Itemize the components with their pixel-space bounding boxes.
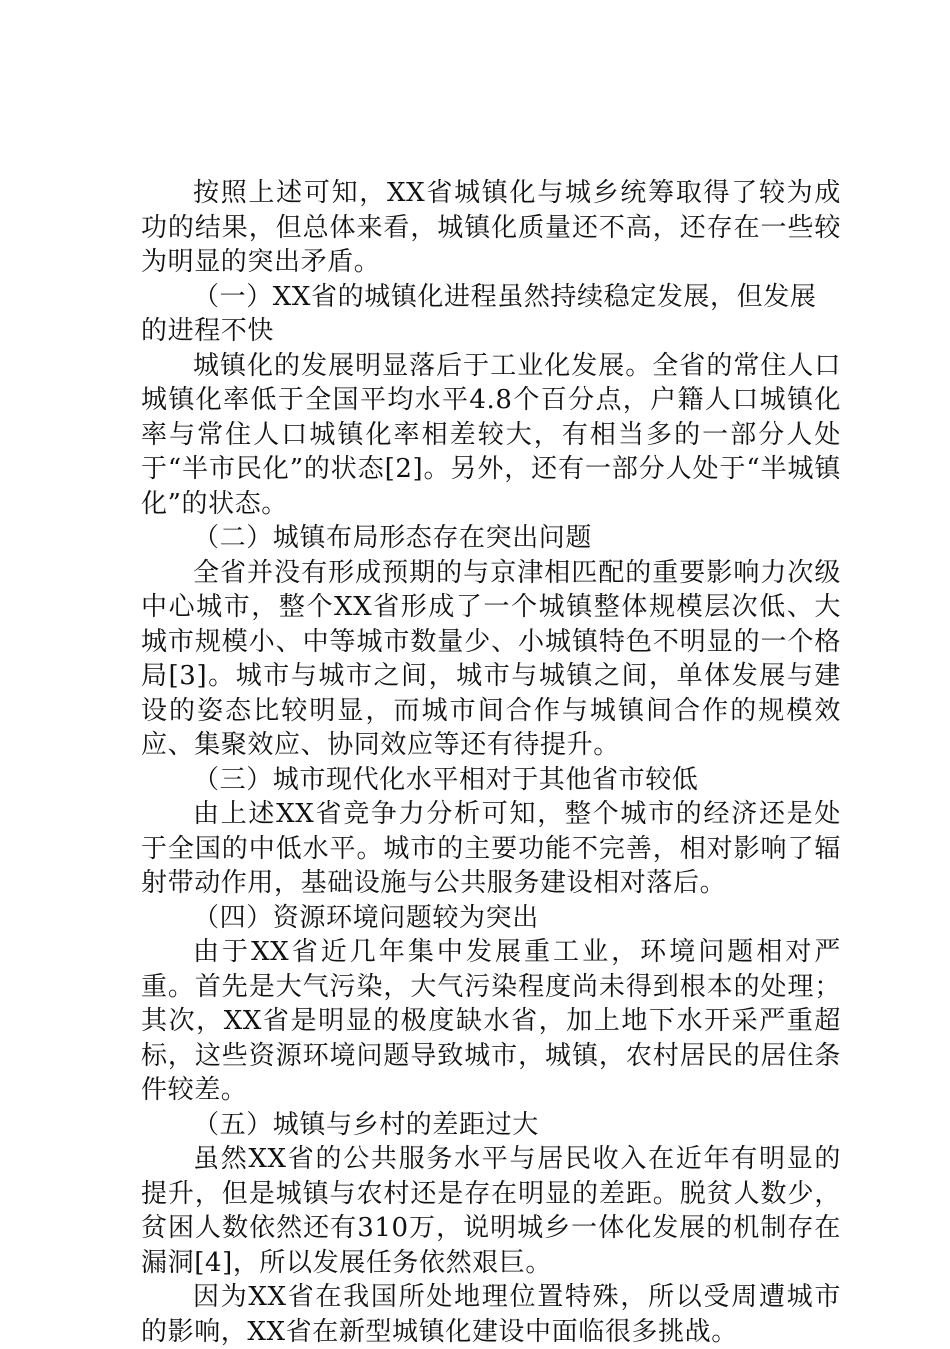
paragraph-section-3: 由上述XX省竞争力分析可知，整个城市的经济还是处于全国的中低水平。城市的主要功能不完善，相对影响了辐射带动作用，基础设施与公共服务建设相对落后。: [141, 799, 841, 898]
paragraph-section-5: 虽然XX省的公共服务水平与居民收入在近年有明显的提升，但是城镇与农村还是存在明显的差距。脱贫人数少，贫困人数依然还有310万，说明城乡一体化发展的机制存在漏洞[4]，所以发展任务依然艰巨。: [141, 1144, 841, 1278]
section-heading-5: （五）城镇与乡村的差距过大: [193, 1109, 539, 1140]
section-heading-2: （二）城镇布局形态存在突出问题: [193, 523, 593, 553]
paragraph-section-4: 由于XX省近几年集中发展重工业，环境问题相对严重。首先是大气污染，大气污染程度尚未得到根本的处理；其次，XX省是明显的极度缺水省，加上地下水开采严重超标，这些资源环境问题导致城市，城镇，农村居民的居住条件较差。: [141, 937, 841, 1105]
section-heading-4: （四）资源环境问题较为突出: [193, 902, 539, 933]
paragraph-intro: 按照上述可知，XX省城镇化与城乡统筹取得了较为成功的结果，但总体来看，城镇化质量还不高，还存在一些较为明显的突出矛盾。: [141, 178, 841, 277]
section-heading-3: （三）城市现代化水平相对于其他省市较低: [193, 764, 699, 795]
paragraph-section-2: 全省并没有形成预期的与京津相匹配的重要影响力次级中心城市，整个XX省形成了一个城镇整体规模层次低、大城市规模小、中等城市数量少、小城镇特色不明显的一个格局[3]。城市与城市之间，城市与城镇之间，单体发展与建设的姿态比较明显，而城市间合作与城镇间合作的规模效应、集聚效应、协同效应等还有待提升。: [141, 557, 841, 760]
paragraph-conclusion: 因为XX省在我国所处地理位置特殊，所以受周遭城市的影响，XX省在新型城镇化建设中面临很多挑战。: [141, 1282, 841, 1347]
section-heading-1: （一）XX省的城镇化进程虽然持续稳定发展，但发展的进程不快: [141, 281, 817, 346]
paragraph-section-1: 城镇化的发展明显落后于工业化发展。全省的常住人口城镇化率低于全国平均水平4.8个百分点，户籍人口城镇化率与常住人口城镇化率相差较大，有相当多的一部分人处于“半市民化”的状态[2]。另外，还有一部分人处于“半城镇化”的状态。: [141, 350, 841, 519]
document-body: [141, 176, 841, 1349]
